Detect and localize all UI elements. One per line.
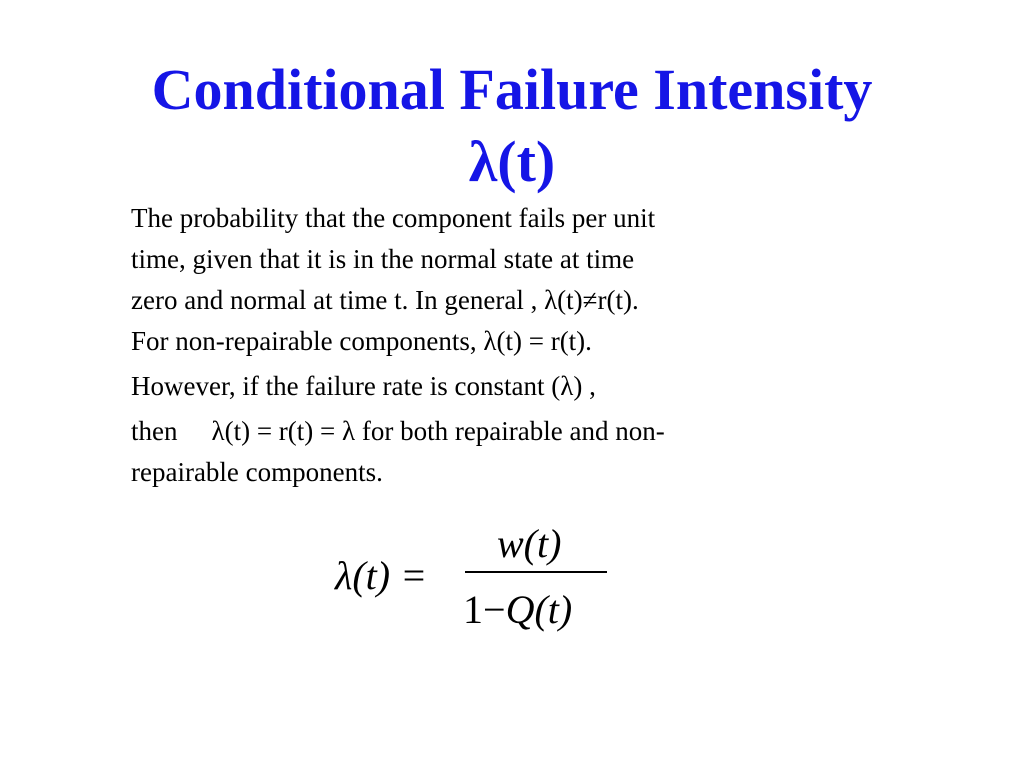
- definition-paragraph: [131, 198, 821, 362]
- definition-line-3: zero and normal at time t. In general , λ(t)≠r(t).: [131, 285, 639, 315]
- conclusion-line-1: λ(t) = r(t) = λ for both repairable and non-: [211, 416, 665, 446]
- formula-lhs: λ(t) =: [335, 553, 428, 598]
- conclusion-paragraph: [131, 411, 821, 493]
- intensity-formula: [335, 518, 625, 638]
- formula-numerator: w(t): [497, 521, 562, 566]
- definition-line-2: time, given that it is in the normal state at time: [131, 244, 635, 274]
- denominator-q: Q(t): [505, 587, 573, 632]
- title-line-2: λ(t): [468, 129, 556, 194]
- conclusion-then: then: [131, 416, 178, 446]
- slide-body: [131, 198, 821, 493]
- formula-denominator: [463, 586, 572, 633]
- conclusion-line-2: repairable components.: [131, 457, 383, 487]
- slide-title: [0, 54, 1024, 198]
- fraction-bar: [465, 571, 607, 573]
- definition-line-4: For non-repairable components, λ(t) = r(t).: [131, 326, 592, 356]
- denominator-minus: −: [483, 587, 506, 632]
- definition-line-1: The probability that the component fails per unit: [131, 203, 656, 233]
- constant-rate-paragraph: However, if the failure rate is constant (λ) ,: [131, 371, 596, 401]
- title-line-1: Conditional Failure Intensity: [151, 57, 873, 122]
- denominator-one: 1: [463, 587, 483, 632]
